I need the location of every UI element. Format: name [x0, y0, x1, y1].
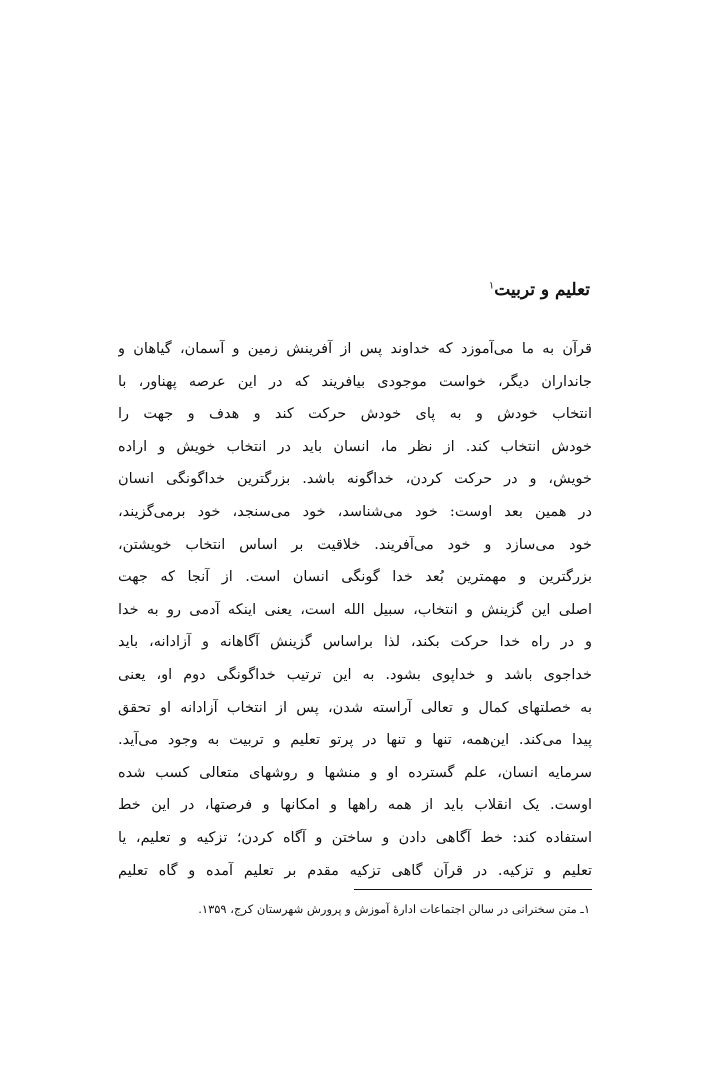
body-line: پیدا می‌کند. این‌همه، تنها و تنها در پرتو تعلیم و تربیت به وجود می‌آید. [118, 732, 592, 749]
body-line: اوست. یک انقلاب باید از همه راهها و امکانها و فرصتها، در این خط [118, 797, 592, 814]
section-title [489, 280, 590, 300]
body-line: در همین بعد اوست: خود می‌شناسد، خود می‌سنجد، خود برمی‌گزیند، [118, 503, 592, 520]
section-title-text: تعلیم و تربیت [494, 280, 590, 300]
body-line: جانداران دیگر، خواست موجودی بیافریند که در این عرصه پهناور، با [118, 373, 592, 390]
body-line: استفاده کند: خط آگاهی دادن و ساختن و آگاه کردن؛ تزکیه و تعلیم، یا [118, 829, 592, 846]
footnote-marker: ۱ [488, 280, 495, 292]
body-line: تعلیم و تزکیه. در قرآن گاهی تزکیه مقدم بر تعلیم آمده و گاه تعلیم [118, 862, 592, 879]
body-line: و در راه خدا حرکت بکند، لذا براساس گزینش آگاهانه و آزادانه، باید [118, 634, 592, 651]
body-line: خداجوی باشد و خداپوی بشود. به این ترتیب خداگونگی دوم او، یعنی [118, 666, 592, 683]
body-line: به خصلتهای کمال و تعالی آراسته شدن، پس از انتخاب آزادانه او تحقق [118, 699, 592, 716]
body-paragraph [118, 333, 592, 887]
body-line: انتخاب خودش و به پای خودش حرکت کند و هدف و جهت را [118, 406, 592, 423]
footnote: ۱ـ متن سخنرانی در سالن اجتماعات ادارهٔ آموزش و پرورش شهرستان کرج، ۱۳۵۹. [198, 902, 590, 916]
body-line: خویش، و در حرکت کردن، خداگونه باشد. بزرگترین خداگونگی انسان [118, 471, 592, 488]
body-line: قرآن به ما می‌آموزد که خداوند پس از آفرینش زمین و آسمان، گیاهان و [118, 341, 592, 357]
footnote-divider [354, 889, 592, 890]
body-line: بزرگترین و مهمترین بُعد خدا گونگی انسان است. از آنجا که جهت [118, 569, 592, 586]
body-line: اصلی این گزینش و انتخاب، سبیل الله است، یعنی اینکه آدمی رو به خدا [118, 601, 592, 618]
body-line: خود می‌سازد و خود می‌آفریند. خلاقیت بر اساس انتخاب خویشتن، [118, 536, 592, 553]
body-line: خودش انتخاب کند. از نظر ما، انسان باید در انتخاب خویش و اراده [118, 438, 592, 455]
body-line: سرمایه انسان، علم گسترده او و منشها و روشهای متعالی کسب شده [118, 764, 592, 781]
